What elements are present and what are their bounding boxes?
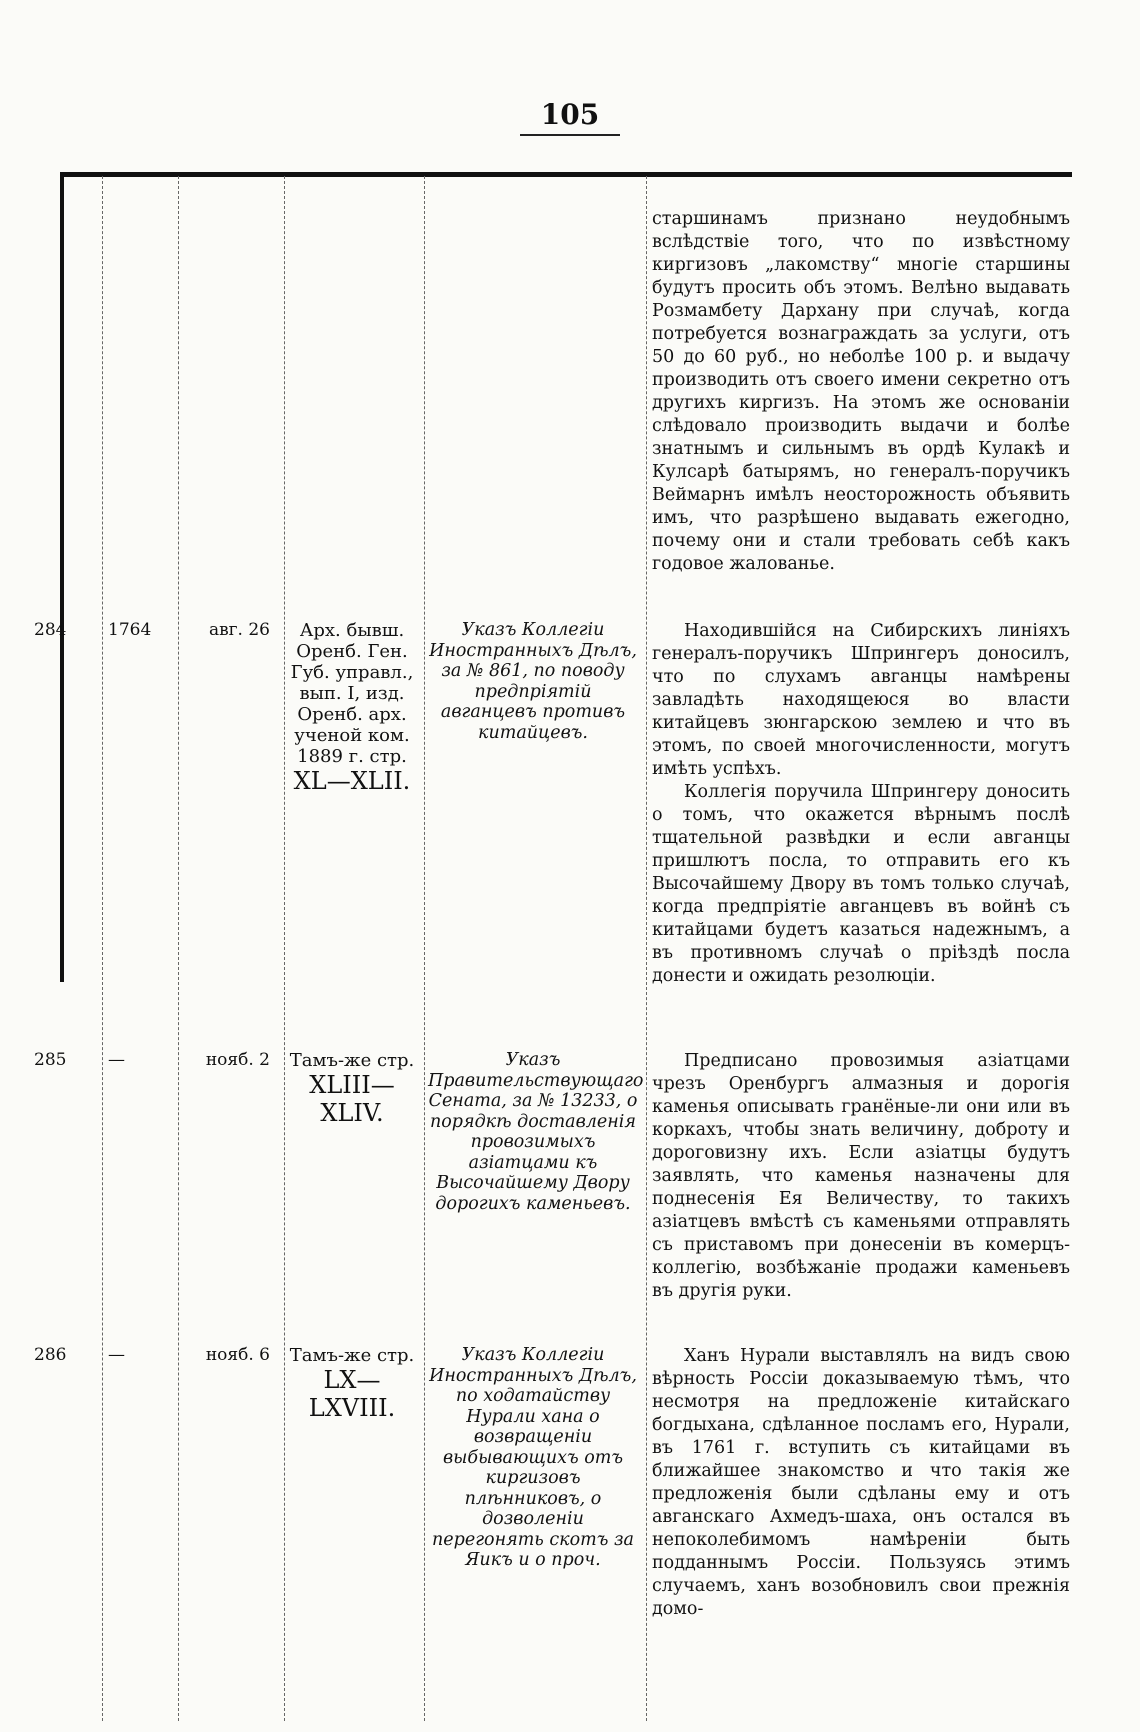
entry-text (652, 1050, 1070, 1303)
entry-number: 285 (34, 1050, 67, 1070)
source-pages: XLIII—XLIV. (309, 1071, 395, 1127)
entry-paragraph: Ханъ Нурали выставлялъ на видъ свою вѣрность Россіи доказываемую тѣмъ, что несмотря на предложеніе китайскаго богдыхана, сдѣланное посламъ его, Нурали, въ 1761 г. вступить съ китайцами въ ближайшее знакомство и что такія же предложенія были сдѣланы ему и отъ авганскаго Ахмедъ-шаха, онъ остался въ непоколебимомъ намѣреніи быть подданнымъ Россіи. Пользуясь этимъ случаемъ, ханъ возобновилъ свои прежнія домо- (652, 1346, 1070, 1619)
entry-title: Указъ Правительствующаго Сената, за № 13233, о порядкѣ доставленія провозимыхъ азіатцами къ Высочайшему Двору дорогихъ каменьевъ. (428, 1050, 644, 1214)
source-pages: XL—XLII. (293, 767, 411, 795)
source-text: Тамъ-же стр. (289, 1050, 415, 1071)
entry-text (652, 620, 1070, 988)
entry-number: 286 (34, 1345, 67, 1365)
entry-source (282, 620, 422, 795)
table-top-border (60, 172, 1072, 177)
table-row (0, 1050, 1140, 1330)
entry-number: 284 (34, 620, 67, 640)
entry-year: — (108, 1050, 125, 1070)
continuation-text: старшинамъ признано неудобнымъ вслѣдствіе того, что по извѣстному киргизовъ „лакомству“ многіе старшины будутъ просить объ этомъ. Велѣно выдавать Розмамбету Дархану при случаѣ, когда потребуется вознаграждать за услуги, отъ 50 до 60 руб., но неболѣе 100 р. и выдачу производить отъ своего имени секретно отъ другихъ киргизъ. На этомъ же основаніи слѣдовало производить выдачи и болѣе знатнымъ и сильнымъ въ ордѣ Кулакѣ и Кулсарѣ батырямъ, но генералъ-поручикъ Веймарнъ имѣлъ неосторожность объявить имъ, что разрѣшено выдавать ежегодно, почему они и стали требовать себѣ какъ годовое жалованье. (652, 209, 1070, 574)
page-number: 105 (540, 98, 600, 131)
entry-date: нояб. 2 (205, 1050, 270, 1070)
entry-date: авг. 26 (208, 620, 270, 640)
table-row (0, 620, 1140, 1020)
page-number-rule (520, 134, 620, 136)
entry-paragraph: Находившійся на Сибирскихъ линіяхъ генералъ-поручикъ Шпрингеръ доносилъ, что по слухамъ авганцы намѣрены завладѣть находящеюся во власти китайцевъ зюнгарскою землею и что въ этомъ, по своей многочисленности, могутъ имѣть успѣхъ. (652, 621, 1070, 779)
entry-paragraph: Предписано провозимыя азіатцами чрезъ Оренбургъ алмазныя и дорогія каменья описывать гранёные-ли они или въ коркахъ, чтобы знать величину, доброту и дороговизну ихъ. Если азіатцы будутъ заявлять, что каменья назначены для поднесенія Ея Величеству, то такихъ азіатцевъ вмѣстѣ съ каменьями отправлять съ приставомъ при донесеніи въ комерцъ-коллегію, возбѣжаніе продажи каменьевъ въ другія руки. (652, 1051, 1070, 1301)
entry-year: 1764 (108, 620, 152, 640)
entry-text (652, 1345, 1070, 1621)
source-text: Тамъ-же стр. (289, 1345, 415, 1366)
continuation-block (0, 208, 1140, 608)
source-pages: LX—LXVIII. (308, 1366, 396, 1422)
entry-title: Указъ Коллегіи Иностранныхъ Дѣлъ, по ходатайству Нурали хана о возвращеніи выбывающихъ отъ киргизовъ плѣнниковъ, о дозволеніи перегонять скотъ за Яикъ и о проч. (429, 1345, 637, 1570)
entry-date: нояб. 6 (205, 1345, 270, 1365)
entry-year: — (108, 1345, 125, 1365)
source-text: Арх. бывш. Оренб. Ген. Губ. управл., вып. I, изд. Оренб. арх. ученой ком. 1889 г. стр. (290, 620, 414, 767)
entry-source (282, 1050, 422, 1127)
entry-source (282, 1345, 422, 1422)
table-row (0, 1345, 1140, 1725)
entry-title: Указъ Коллегіи Иностранныхъ Дѣлъ, за № 861, по поводу предпріятій авганцевъ противъ китайцевъ. (429, 620, 637, 743)
entry-paragraph: Коллегія поручила Шпрингеру доносить о томъ, что окажется вѣрнымъ послѣ тщательной развѣдки и если авганцы пришлютъ посла, то отправить его къ Высочайшему Двору въ томъ только случаѣ, когда предпріятіе авганцевъ въ войнѣ съ китайцами будетъ казаться надежнымъ, а въ противномъ случаѣ о пріѣздѣ посла донести и ожидать резолюціи. (652, 782, 1070, 986)
